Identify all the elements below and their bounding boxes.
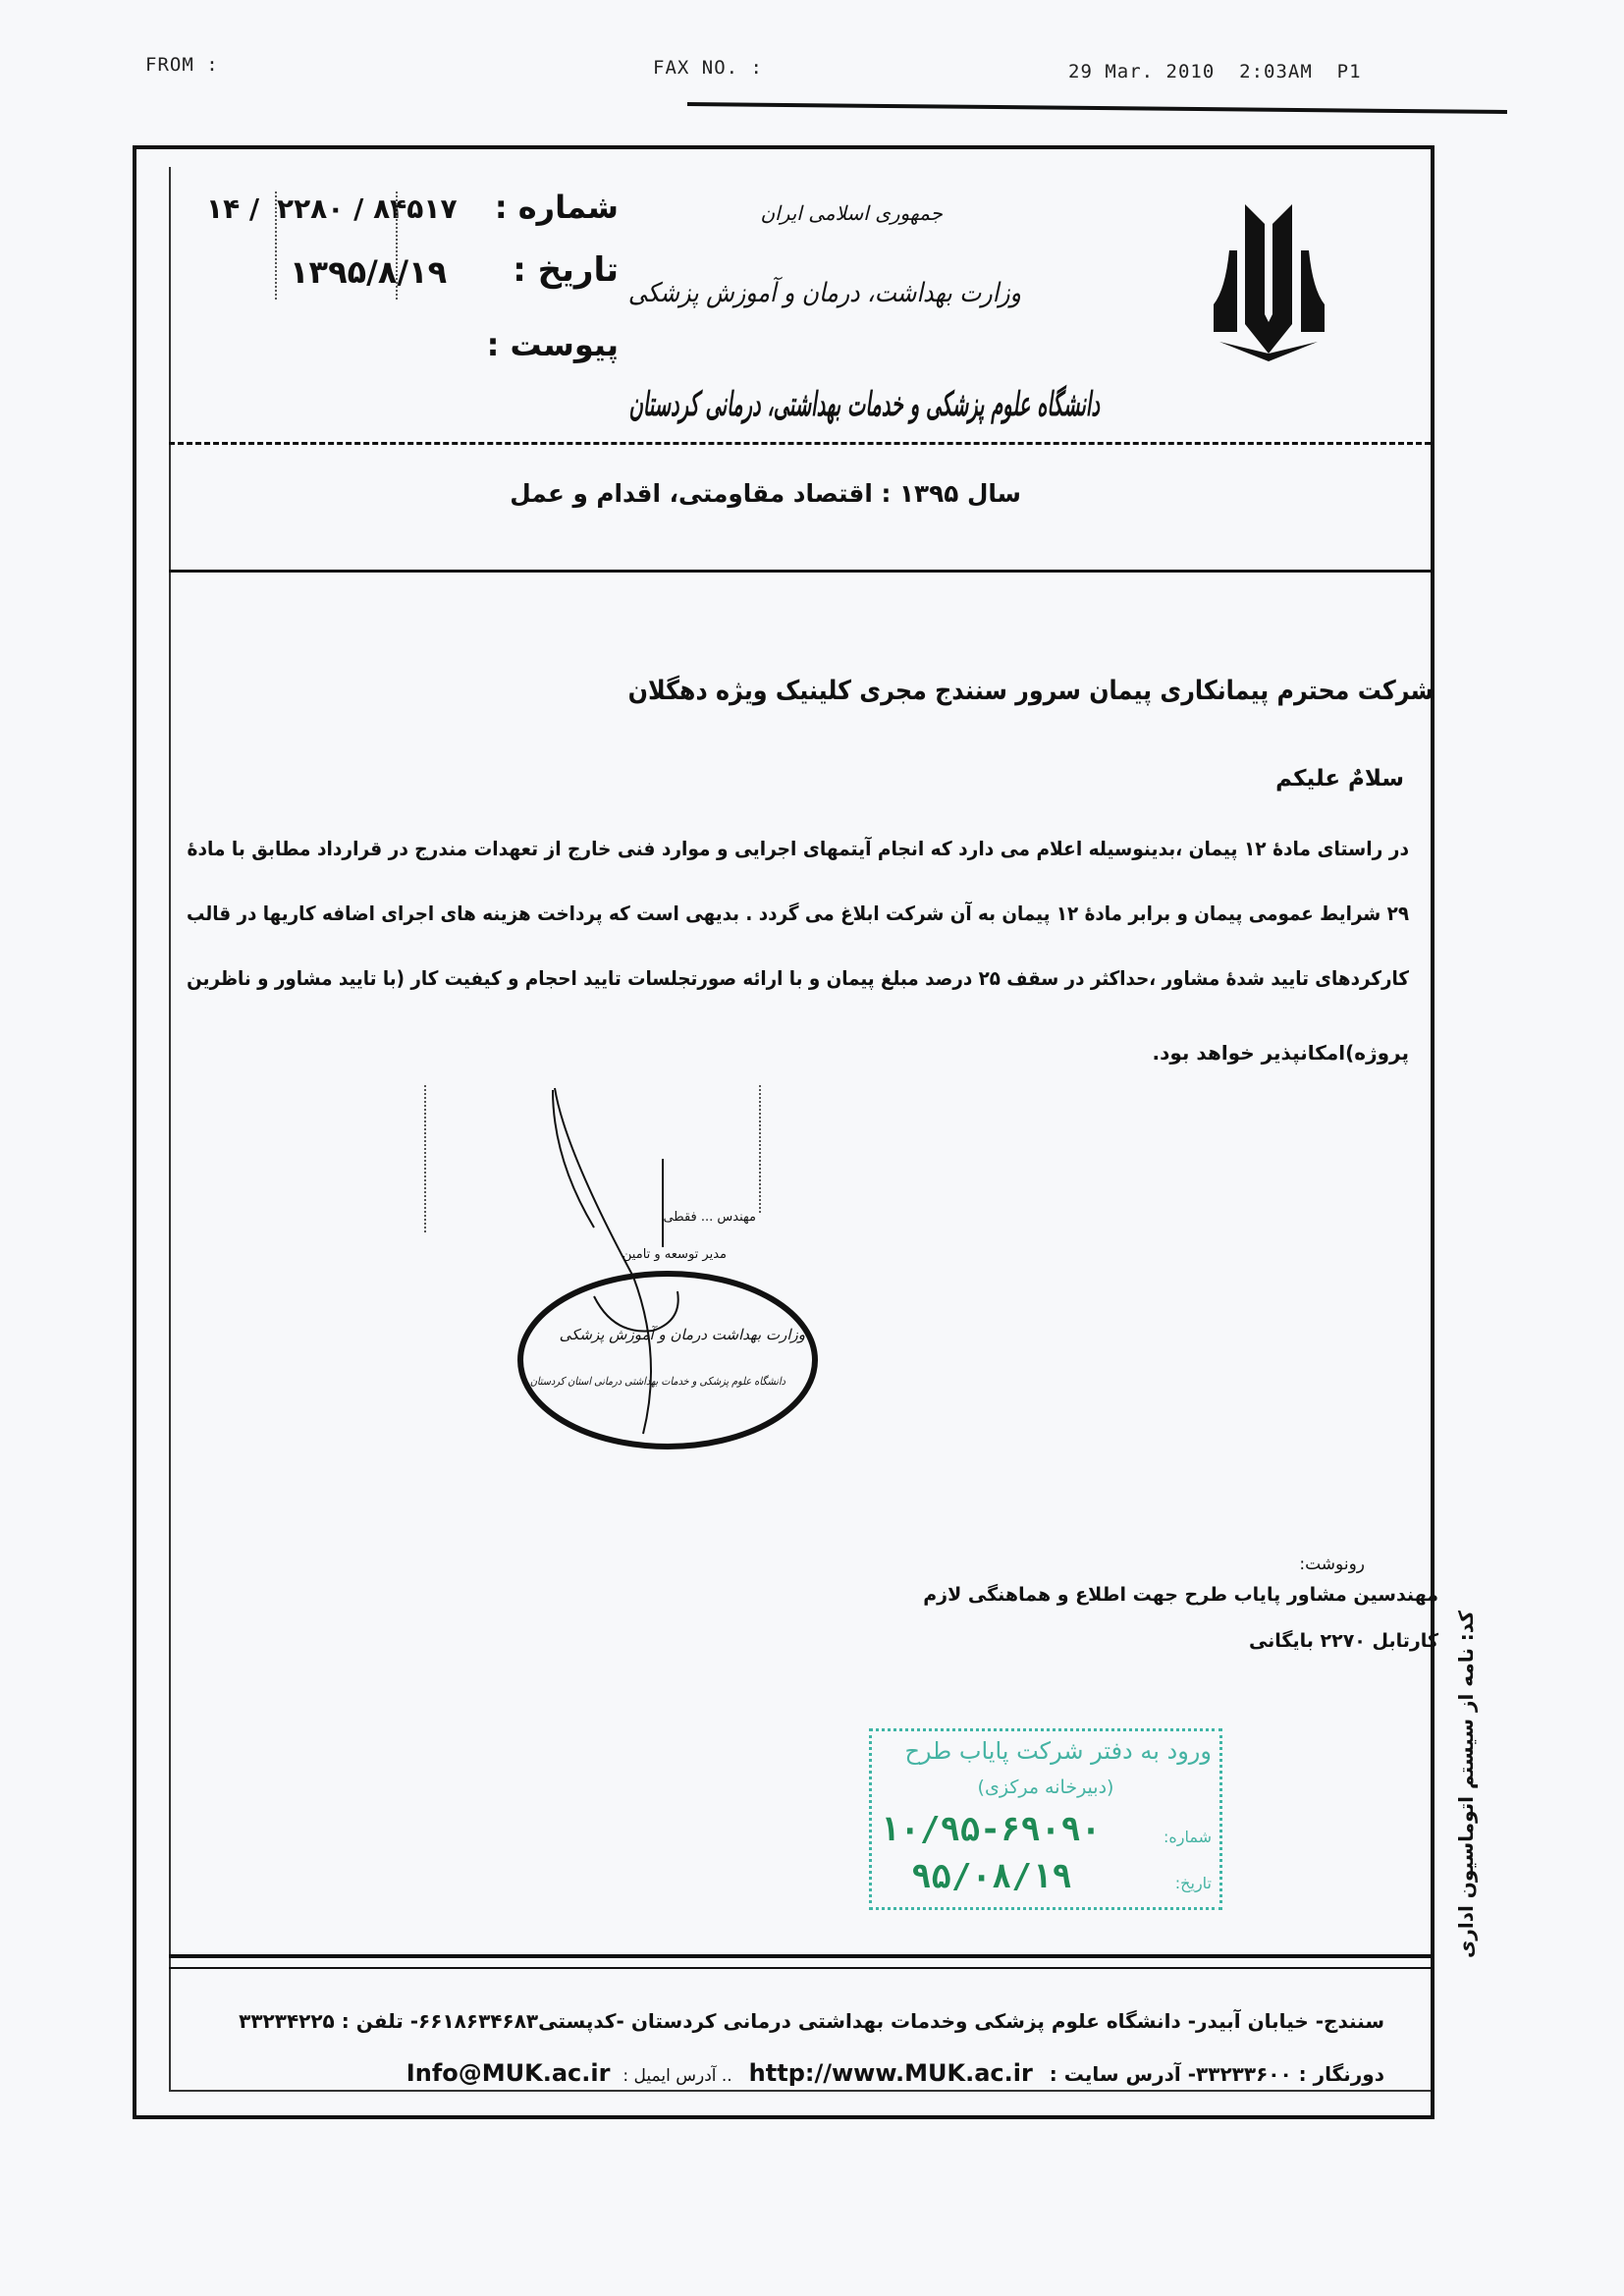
footer-website-link[interactable]: http://www.MUK.ac.ir xyxy=(748,2059,1033,2087)
footer-fax: دورنگار : ۳۳۲۳۳۶۰۰- آدرس سایت : xyxy=(1049,2062,1384,2086)
fax-from-label: FROM : xyxy=(145,54,219,76)
footer-email-label: .. آدرس ایمیل : xyxy=(623,2066,732,2086)
header-rule xyxy=(169,570,1431,573)
year-slogan: سال ۱۳۹۵ : اقتصاد مقاومتی، اقدام و عمل xyxy=(510,479,1021,508)
receipt-number: ۱۰/۹۵-۶۹۰۹۰ xyxy=(880,1810,1102,1849)
receipt-number-label: شماره: xyxy=(1163,1828,1212,1846)
receipt-stamp-title: ورود به دفتر شرکت پایاب طرح xyxy=(904,1737,1212,1765)
seal-university-text: دانشگاه علوم پزشکی و خدمات بهداشتی درمانی استان کردستان xyxy=(529,1375,785,1388)
letterhead-university: دانشگاه علوم پزشکی و خدمات بهداشتی، درمانی کردستان xyxy=(628,385,1100,424)
letterhead-country: جمهوری اسلامی ایران xyxy=(760,201,943,225)
number-label: شماره : xyxy=(494,189,619,226)
footer-email-link[interactable]: Info@MUK.ac.ir xyxy=(406,2059,611,2087)
university-logo-icon xyxy=(1208,196,1330,368)
body-line: در راستای مادهٔ ۱۲ پیمان ،بدینوسیله اعلام می دارد که انجام آیتمهای اجرایی و موارد فنی خارج از تعهدات مندرج در قرارداد مطابق با مادهٔ xyxy=(187,837,1409,860)
receipt-stamp-subtitle: (دبیرخانه مرکزی) xyxy=(977,1777,1114,1798)
cc-line: مهندسین مشاور پایاب طرح جهت اطلاع و هماهنگی لازم xyxy=(923,1584,1438,1606)
side-note: کد: نامه از سیستم اتوماسیون اداری xyxy=(1454,1611,1478,1958)
letter-number: ۸۴۵۱۷ / ۲۲۸۰ xyxy=(277,192,458,225)
footer-rule xyxy=(169,1954,1431,1958)
letterhead-ministry: وزارت بهداشت، درمان و آموزش پزشکی xyxy=(627,278,1021,308)
signature-seal-icon xyxy=(506,1080,820,1453)
letter-date: ۱۳۹۵/۸/۱۹ xyxy=(290,253,448,291)
greeting: سلامٌ علیکم xyxy=(1275,766,1404,792)
header-dashed-rule xyxy=(169,442,1431,445)
body-line: ۲۹ شرایط عمومی پیمان و برابر مادهٔ ۱۲ پیمان به آن شرکت ابلاغ می گردد . بدیهی است که پرداخت هزینه های اجرای اضافه کاریها در قالب xyxy=(186,902,1409,925)
receipt-date: ۹۵/۰۸/۱۹ xyxy=(911,1857,1072,1896)
signature-name: مهندس ... فقطی xyxy=(663,1210,756,1225)
cc-line: کارتابل ۲۲۷۰ بایگانی xyxy=(1248,1630,1438,1652)
fax-timestamp: 29 Mar. 2010 2:03AM P1 xyxy=(1068,61,1362,82)
field-divider xyxy=(396,191,398,300)
fax-header-rule xyxy=(687,102,1507,114)
field-divider xyxy=(275,191,277,300)
side-note-wrap xyxy=(1441,1571,1481,2013)
signature-title: مدیر توسعه و تامین xyxy=(622,1247,727,1262)
seal-ministry-text: وزارت بهداشت درمان و آموزش پزشکی xyxy=(559,1326,805,1343)
footer-contact xyxy=(265,2059,1384,2087)
date-label: تاریخ : xyxy=(513,250,619,290)
fax-number-label: FAX NO. : xyxy=(653,57,763,79)
footer-address: سنندج- خیابان آبیدر- دانشگاه علوم پزشکی وخدمات بهداشتی درمانی کردستان -کدپستی۶۶۱۸۶۳۴۶۸۳- تلفن : ۳۳۲۳۴۲۲۵ xyxy=(239,2009,1384,2033)
recipient: شرکت محترم پیمانکاری پیمان سرور سنندج مجری کلینیک ویژه دهگلان xyxy=(627,676,1434,706)
body-line: پروژه)امکانپذیر خواهد بود. xyxy=(1152,1041,1409,1065)
receipt-date-label: تاریخ: xyxy=(1174,1874,1212,1892)
attachment-label: پیوست : xyxy=(486,326,619,363)
footer-rule xyxy=(169,1967,1431,1969)
receipt-stamp xyxy=(869,1728,1222,1910)
cc-label: رونوشت: xyxy=(1299,1555,1365,1574)
body-line: کارکردهای تایید شدهٔ مشاور ،حداکثر در سقف ۲۵ درصد مبلغ پیمان و با ارائه صورتجلسات تایید احجام و کیفیت کار (با تایید مشاور و ناظرین xyxy=(187,966,1409,990)
letter-number-prefix: ۱۴ / xyxy=(206,192,260,225)
dotted-guide xyxy=(424,1085,426,1232)
